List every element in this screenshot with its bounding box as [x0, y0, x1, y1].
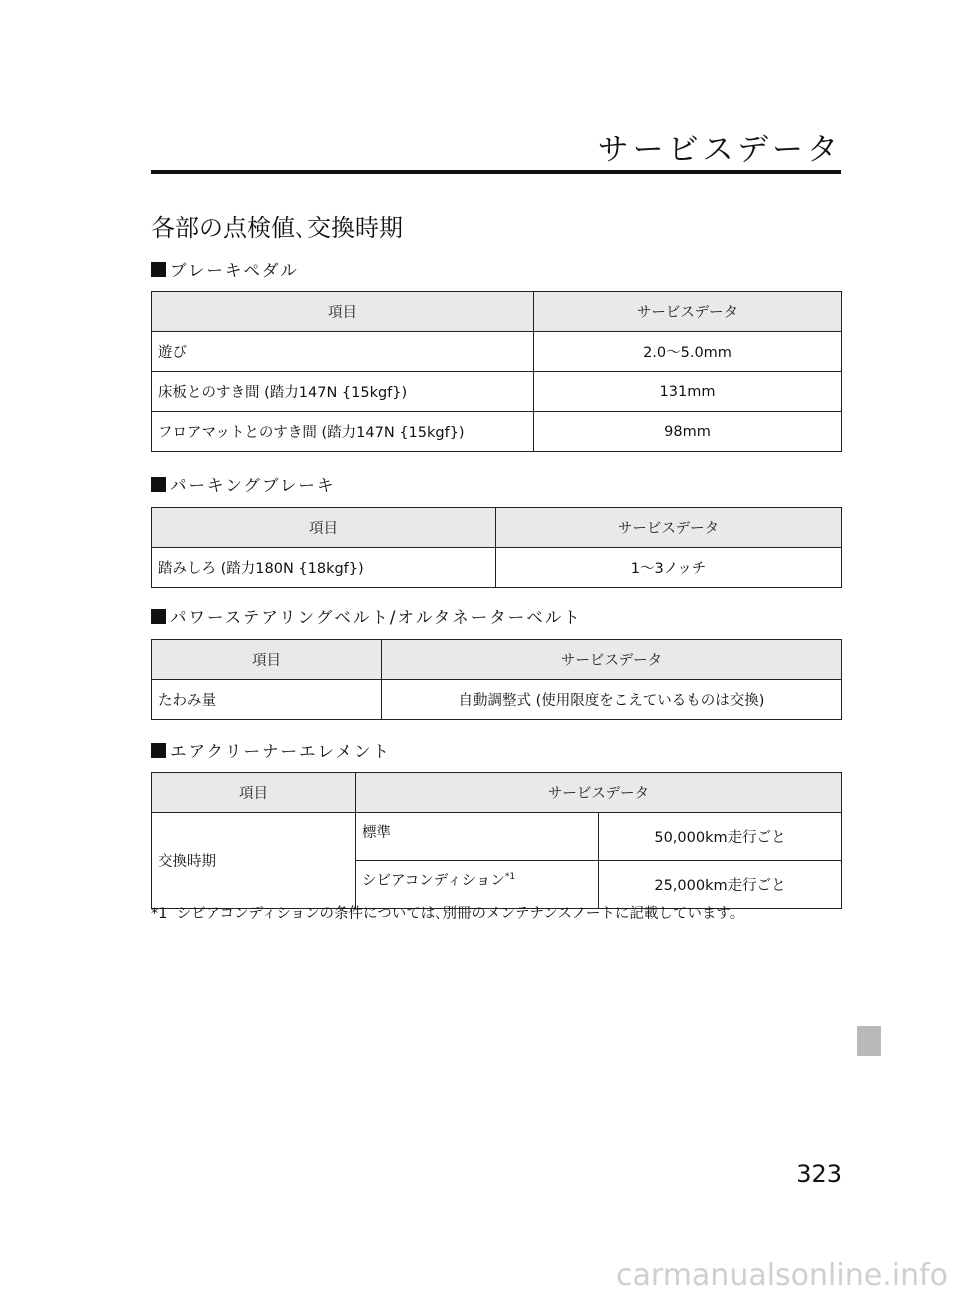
page-header-title: サービスデータ — [597, 132, 842, 168]
square-bullet-icon — [151, 262, 166, 277]
chapter-tab — [857, 1026, 881, 1056]
belt-table — [151, 639, 842, 720]
column-header-data: サービスデータ — [496, 508, 842, 548]
table-row — [152, 332, 842, 372]
header-rule — [151, 170, 841, 174]
row-value: 2.0～5.0mm — [534, 332, 842, 372]
air-cleaner-table — [151, 772, 842, 909]
square-bullet-icon — [151, 609, 166, 624]
row-item: 床板とのすき間 (踏力147N {15kgf}) — [152, 372, 534, 412]
row-condition: 標準 — [356, 813, 599, 861]
square-bullet-icon — [151, 477, 166, 492]
footnote — [151, 902, 744, 923]
table-header-row — [152, 508, 842, 548]
row-value: 25,000km走行ごと — [599, 861, 842, 909]
row-item: たわみ量 — [152, 680, 382, 720]
brake-pedal-table — [151, 291, 842, 452]
row-item: 遊び — [152, 332, 534, 372]
column-header-data: サービスデータ — [356, 773, 842, 813]
table-header-row — [152, 773, 842, 813]
watermark: carmanualsonline.info — [616, 1258, 948, 1293]
row-item: フロアマットとのすき間 (踏力147N {15kgf}) — [152, 412, 534, 452]
footnote-mark: *1 — [151, 906, 168, 922]
table-header-row — [152, 292, 842, 332]
row-value: 1～3ノッチ — [496, 548, 842, 588]
row-value: 50,000km走行ごと — [599, 813, 842, 861]
brake-pedal-heading-text: ブレーキペダル — [170, 261, 299, 280]
column-header-item: 項目 — [152, 508, 496, 548]
parking-brake-heading — [151, 472, 335, 496]
section-title: 各部の点検値､交換時期 — [151, 214, 403, 242]
square-bullet-icon — [151, 743, 166, 758]
row-condition: シビアコンディション — [362, 873, 505, 889]
footnote-text: シビアコンディションの条件については､別冊のメンテナンスノートに記載しています。 — [176, 906, 745, 922]
column-header-item: 項目 — [152, 640, 382, 680]
row-value: 自動調整式 (使用限度をこえているものは交換) — [382, 680, 842, 720]
table-row — [152, 412, 842, 452]
footnote-ref: *1 — [504, 872, 516, 883]
column-header-item: 項目 — [152, 292, 534, 332]
column-header-data: サービスデータ — [382, 640, 842, 680]
air-cleaner-heading-text: エアクリーナーエレメント — [170, 742, 392, 761]
table-header-row — [152, 640, 842, 680]
table-row — [152, 680, 842, 720]
row-value: 131mm — [534, 372, 842, 412]
page-number: 323 — [796, 1160, 842, 1188]
parking-brake-table — [151, 507, 842, 588]
brake-pedal-heading — [151, 257, 299, 281]
column-header-item: 項目 — [152, 773, 356, 813]
column-header-data: サービスデータ — [534, 292, 842, 332]
parking-brake-heading-text: パーキングブレーキ — [170, 476, 336, 495]
row-item: 踏みしろ (踏力180N {18kgf}) — [152, 548, 496, 588]
row-item: 交換時期 — [152, 813, 356, 909]
row-value: 98mm — [534, 412, 842, 452]
belt-heading — [151, 604, 582, 628]
table-row — [152, 813, 842, 861]
table-row — [152, 372, 842, 412]
table-row — [152, 548, 842, 588]
belt-heading-text: パワーステアリングベルト/オルタネーターベルト — [170, 608, 582, 627]
air-cleaner-heading — [151, 738, 391, 762]
